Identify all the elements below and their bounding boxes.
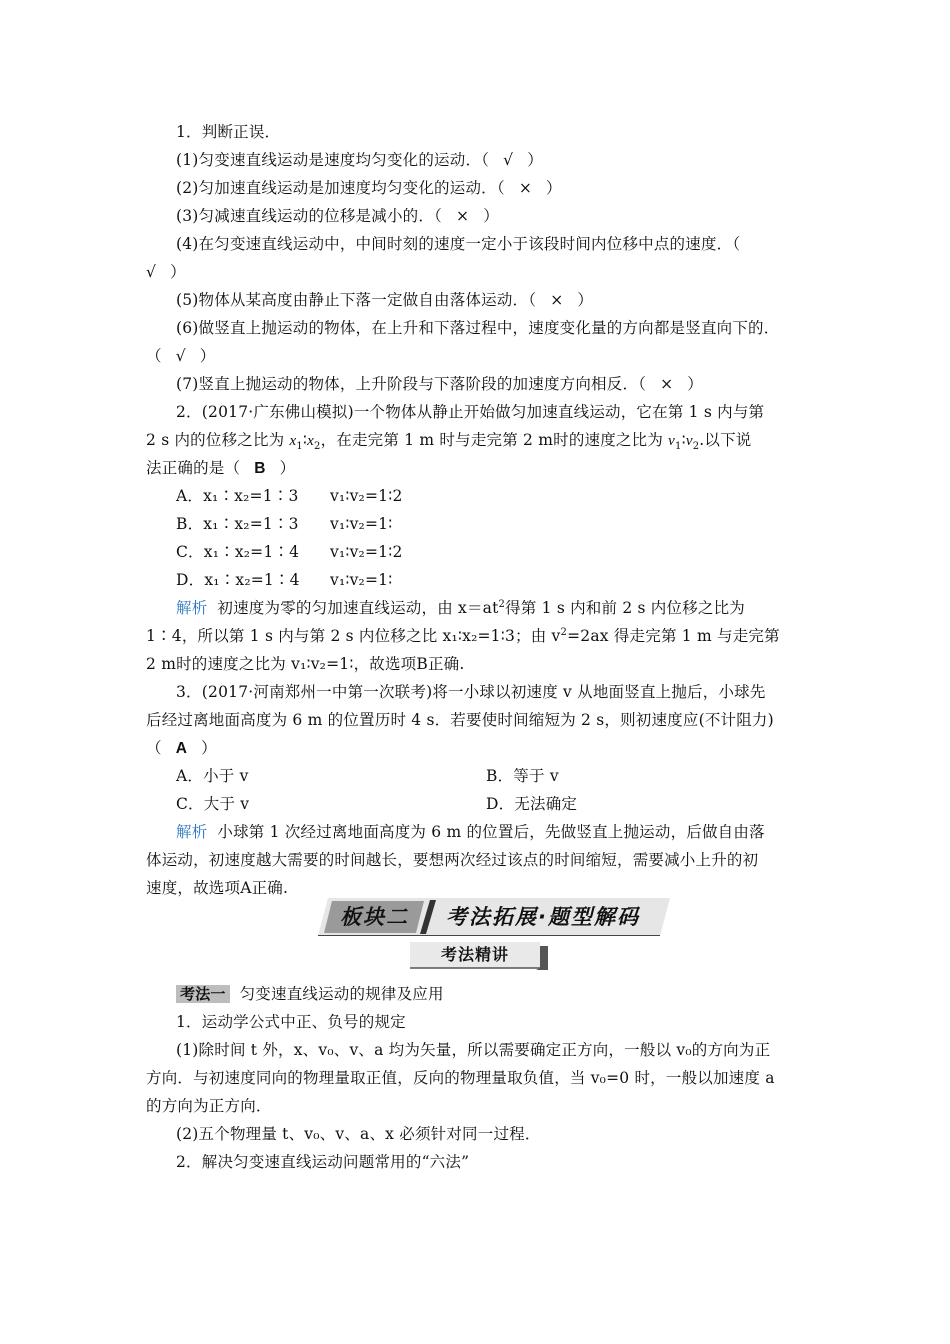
answer-mark: ×: [550, 291, 564, 309]
jiexi-label: 解析: [176, 823, 208, 841]
q1-item-2: (2)匀加速直线运动是加速度均匀变化的运动．（ × ）: [176, 179, 562, 197]
q3-option-c: C．大于 v: [176, 795, 250, 813]
q2-option-d: D．x₁∶x₂=1∶4 v₁∶v₂=1∶: [176, 571, 393, 589]
q1-title: 1．判断正误．: [176, 123, 281, 141]
kaofa-p6: 2．解决匀变速直线运动问题常用的“六法”: [176, 1153, 470, 1171]
q1-item-5: (5)物体从某高度由静止下落一定做自由落体运动．（ × ）: [176, 291, 594, 309]
q3-explanation-2: 体运动，初速度越大需要的时间越长，要想两次经过该点的时间缩短，需要减小上升的初: [146, 851, 759, 869]
q2-answer: B: [254, 460, 266, 477]
sub-banner: [410, 942, 548, 970]
q3-explanation-3: 速度，故选项A正确.: [146, 879, 289, 897]
q3-option-b: B．等于 v: [486, 767, 559, 785]
answer-mark: ×: [660, 375, 674, 393]
kaofa-label: 考法一: [176, 985, 230, 1003]
q1-item-1: (1)匀变速直线运动是速度均匀变化的运动．（ √ ）: [176, 151, 543, 169]
kaofa-p4: 的方向为正方向．: [146, 1097, 272, 1115]
q1-item-4-cont: √ ）: [146, 263, 186, 281]
q2-line-2: 2 s 内的位移之比为 $x_1∶x_2$，在走完第 1 m 时与走完第 2 m时的速度之比为 $v_1∶v_2$.以下说: [146, 431, 752, 453]
answer-mark: ×: [518, 179, 532, 197]
q1-item-4: (4)在匀变速直线运动中，中间时刻的速度一定小于该段时间内位移中点的速度．（: [176, 235, 741, 253]
q3-explanation-1: 解析 小球第 1 次经过离地面高度为 6 m 的位置后，先做竖直上抛运动，后做自由落: [176, 823, 765, 841]
kaofa-title: 匀变速直线运动的规律及应用: [239, 985, 444, 1003]
kaofa-p3: 方向．与初速度同向的物理量取正值，反向的物理量取负值，当 v₀=0 时，一般以加速度 a: [146, 1069, 775, 1087]
q3-answer: A: [175, 740, 188, 757]
q2-explanation-3: 2 m时的速度之比为 v₁∶v₂=1∶，故选项B正确.: [146, 655, 465, 673]
q2-line-3: 法正确的是（ B ）: [146, 459, 296, 477]
answer-mark: √: [146, 263, 157, 281]
q1-item-3: (3)匀减速直线运动的位移是减小的．（ × ）: [176, 207, 499, 225]
q3-line-3: （ A ）: [146, 739, 217, 757]
kaofa-heading: [146, 980, 816, 1008]
q3-option-d: D．无法确定: [486, 795, 578, 813]
answer-mark: ×: [456, 207, 470, 225]
answer-mark: √: [503, 151, 514, 169]
banner-right-title: 考法拓展·题型解码: [446, 905, 640, 929]
kaofa-p5: (2)五个物理量 t、v₀、v、a、x 必须针对同一过程．: [176, 1125, 541, 1143]
q2-line-1: 2．(2017·广东佛山模拟)一个物体从静止开始做匀加速直线运动，它在第 1 s 内与第: [176, 403, 765, 421]
sub-banner-title: 考法精讲: [440, 945, 509, 964]
q3-line-1: 3．(2017·河南郑州一中第一次联考)将一小球以初速度 v 从地面竖直上抛后，小球先: [176, 683, 766, 701]
q1-item-7: (7)竖直上抛运动的物体，上升阶段与下落阶段的加速度方向相反．（ × ）: [176, 375, 703, 393]
kaofa-p2: (1)除时间 t 外，x、v₀、v、a 均为矢量，所以需要确定正方向，一般以 v₀的方向为正: [176, 1041, 771, 1059]
q3-options-row-2: [176, 790, 816, 818]
q2-option-c: C．x₁∶x₂=1∶4 v₁∶v₂=1∶2: [176, 543, 403, 561]
banner-left-title: 板块二: [340, 905, 409, 929]
answer-mark: √: [175, 347, 186, 365]
q2-explanation-2: 1∶4，所以第 1 s 内与第 2 s 内位移之比 x₁∶x₂=1∶3；由 $v^2=2ax$ 得走完第 1 m 与走完第: [146, 626, 780, 645]
jiexi-label: 解析: [176, 599, 208, 617]
q1-item-6: (6)做竖直上抛运动的物体，在上升和下落过程中，速度变化量的方向都是竖直向下的．: [176, 319, 780, 337]
q3-options-row-1: [176, 762, 816, 790]
q1-item-6-cont: （ √ ）: [146, 347, 216, 365]
kaofa-p1: 1．运动学公式中正、负号的规定: [176, 1013, 406, 1031]
q2-option-b: B．x₁∶x₂=1∶3 v₁∶v₂=1∶: [176, 515, 393, 533]
q2-explanation-1: 解析 初速度为零的匀加速直线运动，由 $x=at^2$得第 1 s 内和前 2 s 内位移之比为: [176, 598, 746, 617]
q3-line-2: 后经过离地面高度为 6 m 的位置历时 4 s．若要使时间缩短为 2 s，则初速度应(不计阻力): [146, 711, 774, 729]
section-banner: [318, 898, 670, 936]
q2-option-a: A．x₁∶x₂=1∶3 v₁∶v₂=1∶2: [176, 487, 403, 505]
q3-option-a: A．小于 v: [176, 767, 249, 785]
